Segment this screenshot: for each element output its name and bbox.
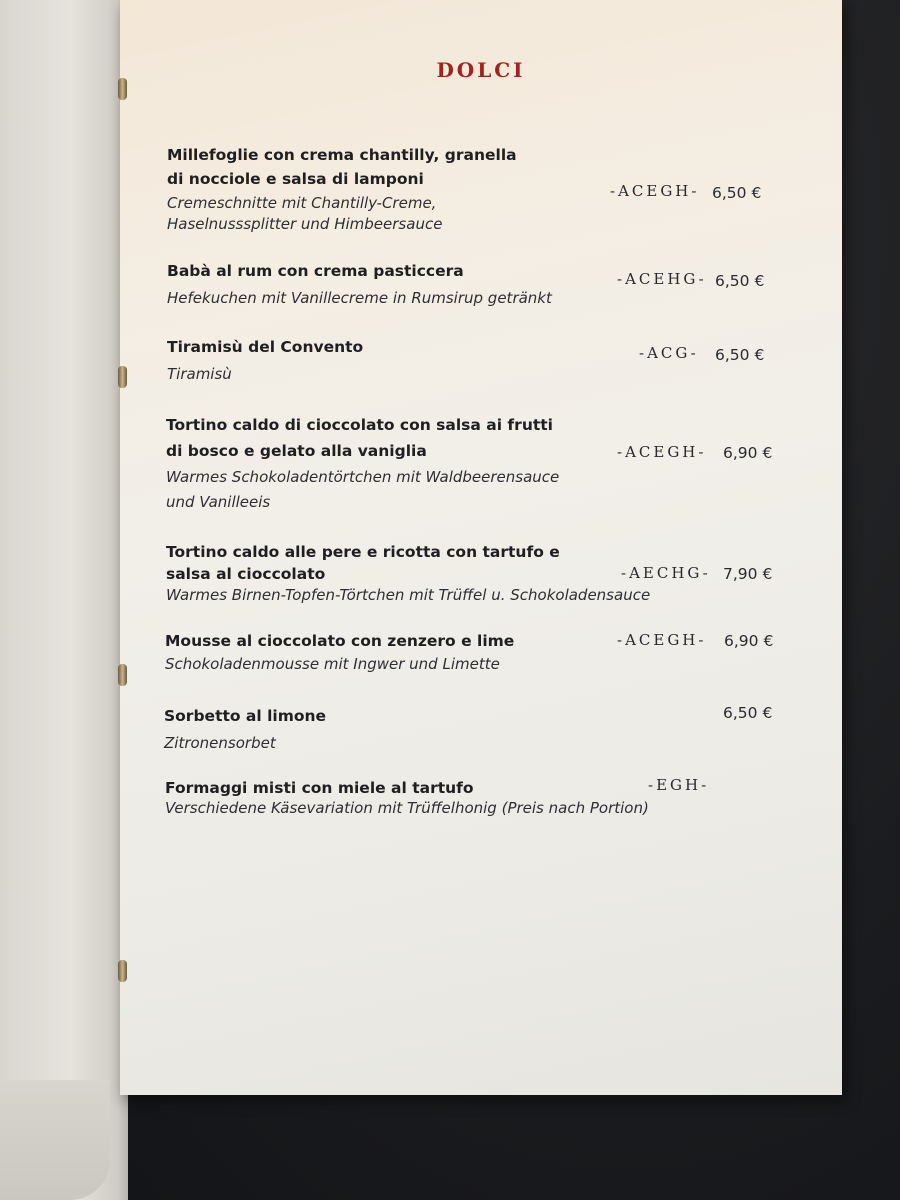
item-1-price: 6,50 € bbox=[712, 184, 762, 202]
item-6-italian-line-1: Mousse al cioccolato con zenzero e lime bbox=[165, 632, 515, 650]
item-7-price: 6,50 € bbox=[723, 704, 773, 722]
item-5-italian-line-1: Tortino caldo alle pere e ricotta con tartufo e bbox=[166, 543, 560, 561]
menu-page bbox=[120, 0, 842, 1095]
item-4-allergens: -ACEGH- bbox=[617, 443, 707, 461]
item-8-german-line-1: Verschiedene Käsevariation mit Trüffelhonig (Preis nach Portion) bbox=[165, 799, 649, 817]
item-3-price: 6,50 € bbox=[715, 346, 765, 364]
item-8-allergens: -EGH- bbox=[648, 776, 710, 794]
item-3-allergens: -ACG- bbox=[639, 344, 699, 362]
item-1-allergens: -ACEGH- bbox=[610, 182, 700, 200]
previous-page-corner bbox=[0, 1080, 110, 1200]
item-2-allergens: -ACEHG- bbox=[617, 270, 707, 288]
binder-ring bbox=[118, 960, 127, 982]
item-3-german-line-1: Tiramisù bbox=[167, 365, 232, 383]
item-6-allergens: -ACEGH- bbox=[617, 631, 707, 649]
item-2-italian-line-1: Babà al rum con crema pasticcera bbox=[167, 262, 464, 280]
page-title: DOLCI bbox=[436, 58, 526, 82]
item-2-german-line-1: Hefekuchen mit Vanillecreme in Rumsirup getränkt bbox=[167, 289, 552, 307]
item-6-price: 6,90 € bbox=[724, 632, 774, 650]
item-7-german-line-1: Zitronensorbet bbox=[164, 734, 276, 752]
item-1-italian-line-2: di nocciole e salsa di lamponi bbox=[167, 170, 424, 188]
item-5-italian-line-2: salsa al cioccolato bbox=[166, 565, 326, 583]
binder-ring bbox=[118, 366, 127, 388]
item-1-german-line-1: Cremeschnitte mit Chantilly-Creme, bbox=[167, 194, 437, 212]
item-5-price: 7,90 € bbox=[723, 565, 773, 583]
item-6-german-line-1: Schokoladenmousse mit Ingwer und Limette bbox=[165, 655, 500, 673]
item-1-italian-line-1: Millefoglie con crema chantilly, granella bbox=[167, 146, 517, 164]
item-4-italian-line-1: Tortino caldo di cioccolato con salsa ai frutti bbox=[166, 416, 553, 434]
item-4-german-line-2: und Vanilleeis bbox=[166, 493, 271, 511]
item-2-price: 6,50 € bbox=[715, 272, 765, 290]
item-3-italian-line-1: Tiramisù del Convento bbox=[167, 338, 364, 356]
previous-page-edge bbox=[0, 0, 128, 1200]
item-5-german-line-1: Warmes Birnen-Topfen-Törtchen mit Trüffel u. Schokoladensauce bbox=[166, 586, 651, 604]
item-4-italian-line-2: di bosco e gelato alla vaniglia bbox=[166, 442, 427, 460]
item-5-allergens: -AECHG- bbox=[621, 564, 711, 582]
binder-ring bbox=[118, 664, 127, 686]
item-4-german-line-1: Warmes Schokoladentörtchen mit Waldbeerensauce bbox=[166, 468, 560, 486]
item-4-price: 6,90 € bbox=[723, 444, 773, 462]
item-7-italian-line-1: Sorbetto al limone bbox=[164, 707, 327, 725]
item-8-italian-line-1: Formaggi misti con miele al tartufo bbox=[165, 779, 474, 797]
item-1-german-line-2: Haselnusssplitter und Himbeersauce bbox=[167, 215, 443, 233]
binder-ring bbox=[118, 78, 127, 100]
